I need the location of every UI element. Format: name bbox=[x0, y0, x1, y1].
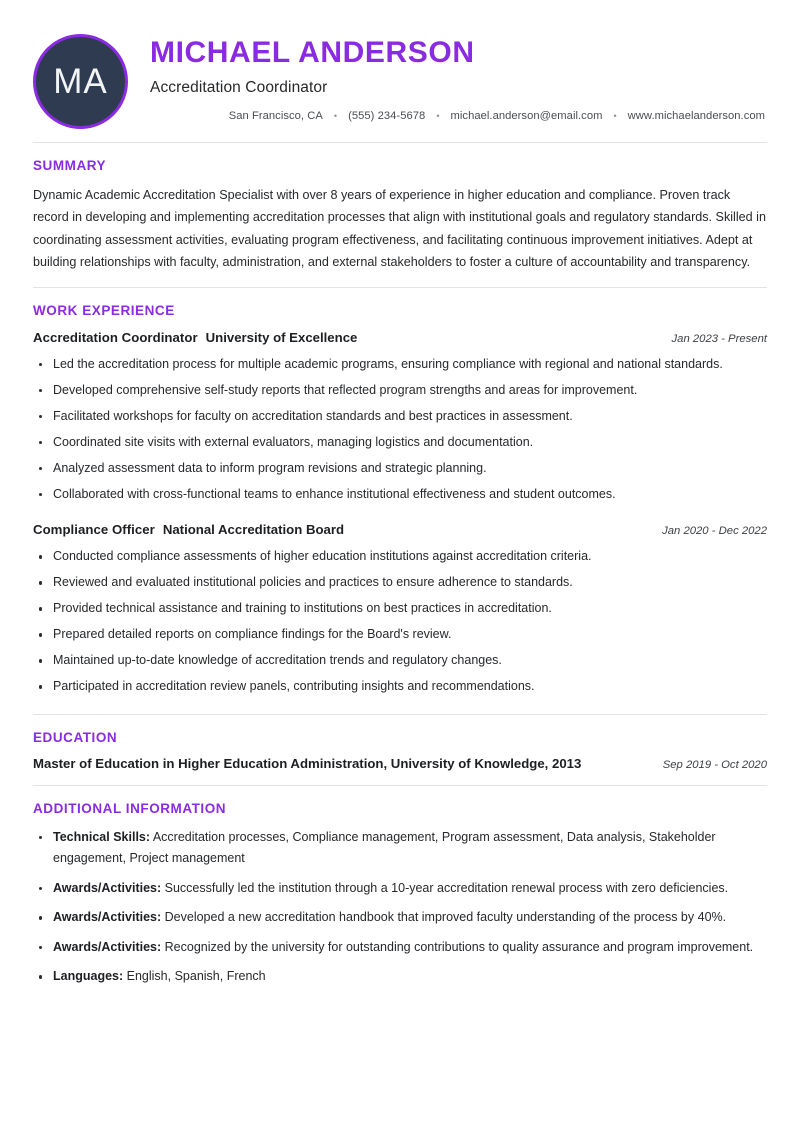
additional-item-text: Developed a new accreditation handbook that improved faculty understanding of the process by 40%. bbox=[164, 910, 727, 925]
additional-information-list bbox=[33, 827, 767, 988]
additional-item-label: Technical Skills: bbox=[53, 829, 151, 844]
list-item: Developed comprehensive self-study reports that reflected program strengths and areas for improvement. bbox=[33, 380, 767, 402]
list-item bbox=[33, 937, 767, 959]
experience-role: Compliance Officer bbox=[33, 522, 155, 538]
list-item: Collaborated with cross-functional teams to enhance institutional effectiveness and student outcomes. bbox=[33, 484, 767, 506]
avatar bbox=[33, 34, 128, 129]
page-title: MICHAEL ANDERSON bbox=[150, 36, 475, 69]
list-item: Coordinated site visits with external evaluators, managing logistics and documentation. bbox=[33, 432, 767, 454]
education-degree: Master of Education in Higher Education Administration, University of Knowledge, 2013 bbox=[33, 755, 582, 771]
list-item bbox=[33, 966, 767, 988]
section-work-experience bbox=[33, 288, 767, 698]
additional-item-label: Awards/Activities: bbox=[53, 880, 162, 895]
list-item bbox=[33, 907, 767, 929]
contact-separator-icon: • bbox=[333, 110, 338, 121]
list-item: Conducted compliance assessments of higher education institutions against accreditation criteria. bbox=[33, 546, 767, 568]
avatar-initials: MA bbox=[53, 62, 108, 101]
experience-dates: Jan 2023 - Present bbox=[671, 332, 767, 345]
experience-company: University of Excellence bbox=[205, 329, 358, 345]
additional-item-label: Awards/Activities: bbox=[53, 910, 162, 925]
contact-email[interactable]: michael.anderson@email.com bbox=[450, 110, 603, 122]
experience-entry bbox=[33, 521, 767, 698]
list-item: Prepared detailed reports on compliance findings for the Board's review. bbox=[33, 624, 767, 646]
experience-bullet-list bbox=[33, 354, 767, 506]
section-title-education: EDUCATION bbox=[33, 729, 118, 745]
contact-line bbox=[150, 110, 767, 122]
section-title-summary: SUMMARY bbox=[33, 158, 107, 173]
contact-separator-icon: • bbox=[436, 110, 440, 121]
list-item: Participated in accreditation review panels, contributing insights and recommendations. bbox=[33, 676, 767, 698]
list-item: Provided technical assistance and training to institutions on best practices in accreditation. bbox=[33, 598, 767, 620]
experience-title-company bbox=[33, 329, 357, 347]
education-dates: Sep 2019 - Oct 2020 bbox=[662, 758, 767, 771]
experience-bullet-list bbox=[33, 546, 767, 698]
experience-role: Accreditation Coordinator bbox=[33, 329, 198, 345]
additional-item-text: Recognized by the university for outstanding contributions to quality assurance and program improvement. bbox=[164, 939, 754, 954]
job-title: Accreditation Coordinator bbox=[150, 79, 328, 96]
header-text-block bbox=[128, 30, 767, 122]
contact-phone[interactable]: (555) 234-5678 bbox=[348, 110, 426, 122]
list-item: Facilitated workshops for faculty on accreditation standards and best practices in assessment. bbox=[33, 406, 767, 428]
experience-entry-header bbox=[33, 521, 767, 539]
summary-text: Dynamic Academic Accreditation Specialist with over 8 years of experience in higher education and compliance. Proven track record in developing and implementing accreditation processes that align with institutional goals and regulatory standards. Skilled in coordinating assessment activities, evaluating program effectiveness, and facilitating continuous improvement initiatives. Adept at building relationships with faculty, administration, and external stakeholders to foster a culture of accountability and transparency. bbox=[33, 188, 766, 270]
experience-entry bbox=[33, 329, 767, 506]
resume-header bbox=[33, 0, 767, 142]
contact-separator-icon: • bbox=[613, 110, 617, 121]
additional-item-label: Languages: bbox=[53, 969, 124, 984]
section-title-additional-information: ADDITIONAL INFORMATION bbox=[33, 800, 227, 816]
list-item: Analyzed assessment data to inform program revisions and strategic planning. bbox=[33, 458, 767, 480]
additional-item-text: Successfully led the institution through a 10-year accreditation renewal process with zero deficiencies. bbox=[164, 880, 729, 895]
contact-website[interactable]: www.michaelanderson.com bbox=[627, 110, 765, 122]
section-summary bbox=[33, 143, 767, 274]
list-item: Led the accreditation process for multiple academic programs, ensuring compliance with regional and national standards. bbox=[33, 354, 767, 376]
section-additional-information bbox=[33, 786, 767, 988]
experience-company: National Accreditation Board bbox=[162, 522, 345, 538]
additional-item-text: English, Spanish, French bbox=[126, 969, 266, 984]
additional-item-label: Awards/Activities: bbox=[53, 939, 162, 954]
contact-location: San Francisco, CA bbox=[228, 110, 323, 122]
section-title-work-experience: WORK EXPERIENCE bbox=[33, 302, 175, 318]
list-item bbox=[33, 878, 767, 900]
additional-item-text: Accreditation processes, Compliance management, Program assessment, Data analysis, Stakeholder engagement, Project management bbox=[53, 829, 716, 866]
education-entry bbox=[33, 756, 767, 771]
experience-title-company bbox=[33, 521, 344, 539]
experience-dates: Jan 2020 - Dec 2022 bbox=[662, 525, 767, 538]
experience-entry-header bbox=[33, 329, 767, 347]
list-item: Maintained up-to-date knowledge of accreditation trends and regulatory changes. bbox=[33, 650, 767, 672]
section-education bbox=[33, 715, 767, 771]
list-item: Reviewed and evaluated institutional policies and practices to ensure adherence to standards. bbox=[33, 572, 767, 594]
list-item bbox=[33, 827, 767, 870]
